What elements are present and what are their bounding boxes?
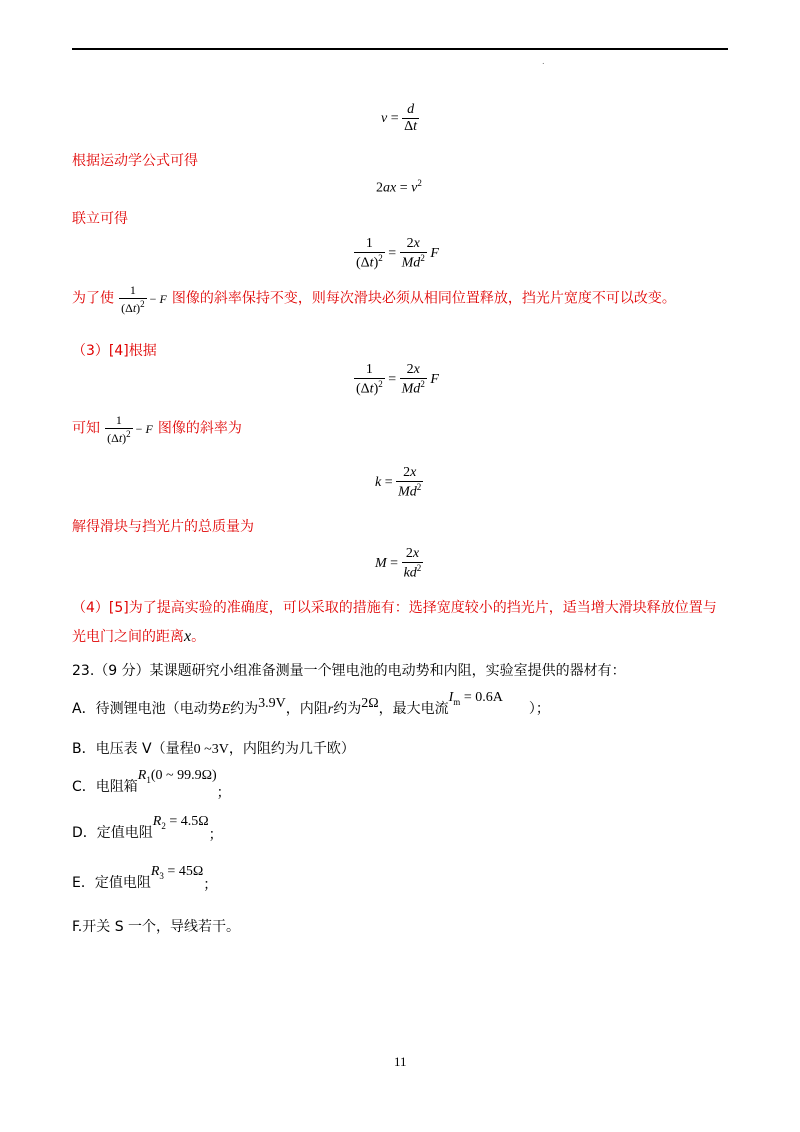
answer-line-combine: 联立可得 xyxy=(72,211,128,227)
formula-velocity: v = $\frac{d}{\Delta t}$ xyxy=(381,102,418,135)
item-b: B．电压表 V（量程0 ~3V，内阻约为几千欧） xyxy=(72,741,355,757)
formula-mass: M = $\frac{2x}{kd^2}$ xyxy=(375,546,422,581)
answer-line-kinematics: 根据运动学公式可得 xyxy=(72,153,198,169)
answer-line-slope-constant: 为了使 $\frac{1}{(\Delta t)^2}$ − F 图像的斜率保持不变，则每次滑块必须从相同位置释放，挡光片宽度不可以改变。 xyxy=(72,283,676,315)
answer-line-distance: 光电门之间的距离x。 xyxy=(72,628,206,645)
header-mark: . xyxy=(542,57,545,66)
item-d: D．定值电阻$R_2 = 4.5\Omega$； xyxy=(72,814,223,843)
answer-line-mass: 解得滑块与挡光片的总质量为 xyxy=(72,519,254,535)
item-f: F.开关 S 一个，导线若干。 xyxy=(72,919,241,935)
formula-kinematics: $2ax = v^2$ xyxy=(376,178,422,196)
answer-line-slope: 可知 $\frac{1}{(\Delta t)^2}$ − F 图像的斜率为 xyxy=(72,413,242,445)
formula-combined-1: $\frac{1}{(\Delta t)^2}$ = $\frac{2x}{Md^2}$ F xyxy=(356,236,439,271)
page-number: 11 xyxy=(394,1054,407,1069)
answer-line-part4: （4）[5]为了提高实验的准确度，可以采取的措施有：选择宽度较小的挡光片，适当增大滑块释放位置与 xyxy=(72,600,717,616)
formula-slope: k = $\frac{2x}{Md^2}$ xyxy=(375,465,422,500)
formula-combined-2: $\frac{1}{(\Delta t)^2}$ = $\frac{2x}{Md^2}$ F xyxy=(356,362,439,397)
item-a: A．待测锂电池（电动势E约为3.9V，内阻r约为2Ω，最大电流$I_m = 0.6A$）； xyxy=(72,690,550,717)
item-e: E．定值电阻$R_3 = 45\Omega$； xyxy=(72,864,218,893)
item-c: C．电阻箱$R_1(0$ ~ 99.9Ω)； xyxy=(72,768,231,801)
answer-line-part3: （3）[4]根据 xyxy=(72,343,157,359)
question-23-heading: 23.（9 分）某课题研究小组准备测量一个锂电池的电动势和内阻，实验室提供的器材有： xyxy=(72,663,626,679)
header-rule xyxy=(72,48,728,50)
